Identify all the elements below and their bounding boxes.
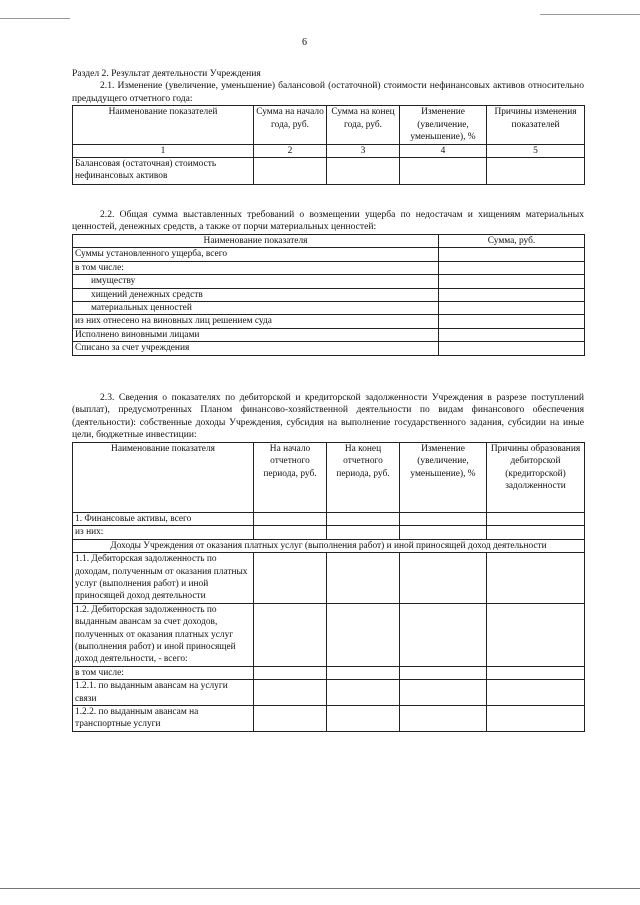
cell-empty (327, 512, 400, 525)
table-row (73, 158, 585, 185)
row-label: Суммы установленного ущерба, всего (73, 248, 439, 261)
section-2-1 (72, 68, 584, 185)
table-row (73, 288, 585, 301)
row-label: из них отнесено на виновных лиц решением суда (73, 315, 439, 328)
row-label: Исполнено виновными лицами (73, 328, 439, 341)
col-header: Причины образования дебиторской (кредиторской) задолженности (487, 442, 585, 512)
row-label: 1.2. Дебиторская задолженность по выданным авансам за счет доходов, полученных от оказания платных услуг (выполнения работ) и иной приносящей доход деятельности, - всего: (73, 603, 254, 666)
cell-empty (327, 158, 400, 185)
column-number-row (73, 144, 585, 157)
table-header-row (73, 442, 585, 512)
scan-edge-top-left (0, 18, 70, 19)
cell-empty (487, 158, 585, 185)
col-header: Изменение (увеличение, уменьшение), % (400, 442, 487, 512)
row-label: Списано за счет учреждения (73, 342, 439, 355)
table-row (73, 705, 585, 731)
row-label: в том числе: (73, 261, 439, 274)
cell-empty (400, 553, 487, 604)
cell-empty (327, 526, 400, 539)
cell-empty (487, 705, 585, 731)
cell-empty (487, 666, 585, 679)
cell-empty (439, 275, 585, 288)
col-header: Сумма на конец года, руб. (327, 106, 400, 144)
table-nonfinancial-assets (72, 105, 585, 185)
table-row (73, 666, 585, 679)
col-header: Сумма, руб. (439, 234, 585, 247)
s23-intro: 2.3. Сведения о показателях по дебиторской и кредиторской задолженности Учреждения в разрезе поступлений (выплат), предусмотренных Планом финансово-хозяйственной деятельности по видам финансового обеспечения (деятельности): собственные доходы Учреждения, субсидия на выполнение государственного задания, субсидии на иные цели, бюджетные инвестиции: (72, 392, 584, 441)
table-row (73, 526, 585, 539)
col-header: Причины изменения показателей (487, 106, 585, 144)
cell-empty (400, 680, 487, 706)
row-label: из них: (73, 526, 254, 539)
row-label: хищений денежных средств (73, 288, 439, 301)
cell-empty (487, 526, 585, 539)
table-row (73, 315, 585, 328)
table-row (73, 301, 585, 314)
col-header: Изменение (увеличение, уменьшение), % (400, 106, 487, 144)
row-label: 1.2.2. по выданным авансам на транспортные услуги (73, 705, 254, 731)
col-header: Наименование показателей (73, 106, 254, 144)
table-row (73, 261, 585, 274)
col-number: 1 (73, 144, 254, 157)
section-2-3 (72, 392, 584, 732)
col-number: 4 (400, 144, 487, 157)
s22-intro: 2.2. Общая сумма выставленных требований о возмещении ущерба по недостачам и хищениям материальных ценностей, денежных средств, а также от порчи материальных ценностей: (72, 209, 584, 233)
col-number: 5 (487, 144, 585, 157)
cell-empty (254, 553, 327, 604)
cell-empty (487, 680, 585, 706)
table-row (73, 512, 585, 525)
cell-empty (254, 603, 327, 666)
cell-empty (400, 603, 487, 666)
cell-empty (254, 705, 327, 731)
cell-empty (327, 603, 400, 666)
col-header: Наименование показателя (73, 442, 254, 512)
table-row (73, 342, 585, 355)
col-number: 2 (254, 144, 327, 157)
cell-empty (439, 248, 585, 261)
cell-empty (327, 705, 400, 731)
col-number: 3 (327, 144, 400, 157)
table-header-row (73, 106, 585, 144)
section-row-label: Доходы Учреждения от оказания платных услуг (выполнения работ) и иной приносящей доход деятельности (73, 539, 585, 552)
table-receivables (72, 442, 585, 732)
row-label: 1.1. Дебиторская задолженность по доходам, полученным от оказания платных услуг (выполнения работ) и иной приносящей доход деятельности (73, 553, 254, 604)
table-row (73, 328, 585, 341)
section-2-2 (72, 209, 584, 356)
table-damage (72, 234, 585, 356)
row-label: в том числе: (73, 666, 254, 679)
table-row (73, 553, 585, 604)
col-header: На конец отчетного периода, руб. (327, 442, 400, 512)
cell-empty (254, 526, 327, 539)
cell-empty (400, 158, 487, 185)
cell-empty (327, 680, 400, 706)
cell-empty (487, 603, 585, 666)
cell-empty (439, 288, 585, 301)
table-row (73, 603, 585, 666)
table-row (73, 680, 585, 706)
cell-empty (439, 301, 585, 314)
cell-empty (439, 328, 585, 341)
scan-edge-top-right (540, 14, 640, 15)
table-header-row (73, 234, 585, 247)
table-row (73, 248, 585, 261)
s21-intro: 2.1. Изменение (увеличение, уменьшение) балансовой (остаточной) стоимости нефинансовых активов относительно предыдущего отчетного года: (72, 80, 584, 104)
cell-empty (254, 158, 327, 185)
row-label: 1.2.1. по выданным авансам на услуги связи (73, 680, 254, 706)
section-row (73, 539, 585, 552)
col-header: Наименование показателя (73, 234, 439, 247)
col-header: На начало отчетного периода, руб. (254, 442, 327, 512)
cell-empty (439, 342, 585, 355)
cell-empty (254, 680, 327, 706)
cell-empty (400, 512, 487, 525)
row-label: 1. Финансовые активы, всего (73, 512, 254, 525)
cell-empty (439, 315, 585, 328)
cell-empty (254, 666, 327, 679)
cell-empty (487, 512, 585, 525)
cell-empty (439, 261, 585, 274)
page-number: 6 (302, 37, 307, 48)
cell-empty (327, 553, 400, 604)
scan-edge-bottom (0, 888, 640, 889)
table-row (73, 275, 585, 288)
cell-empty (254, 512, 327, 525)
col-header: Сумма на начало года, руб. (254, 106, 327, 144)
row-label: имуществу (73, 275, 439, 288)
cell-empty (400, 526, 487, 539)
row-label: материальных ценностей (73, 301, 439, 314)
cell-empty (327, 666, 400, 679)
section-title: Раздел 2. Результат деятельности Учреждения (72, 68, 261, 79)
row-label: Балансовая (остаточная) стоимость нефинансовых активов (73, 158, 254, 185)
cell-empty (400, 666, 487, 679)
cell-empty (487, 553, 585, 604)
cell-empty (400, 705, 487, 731)
